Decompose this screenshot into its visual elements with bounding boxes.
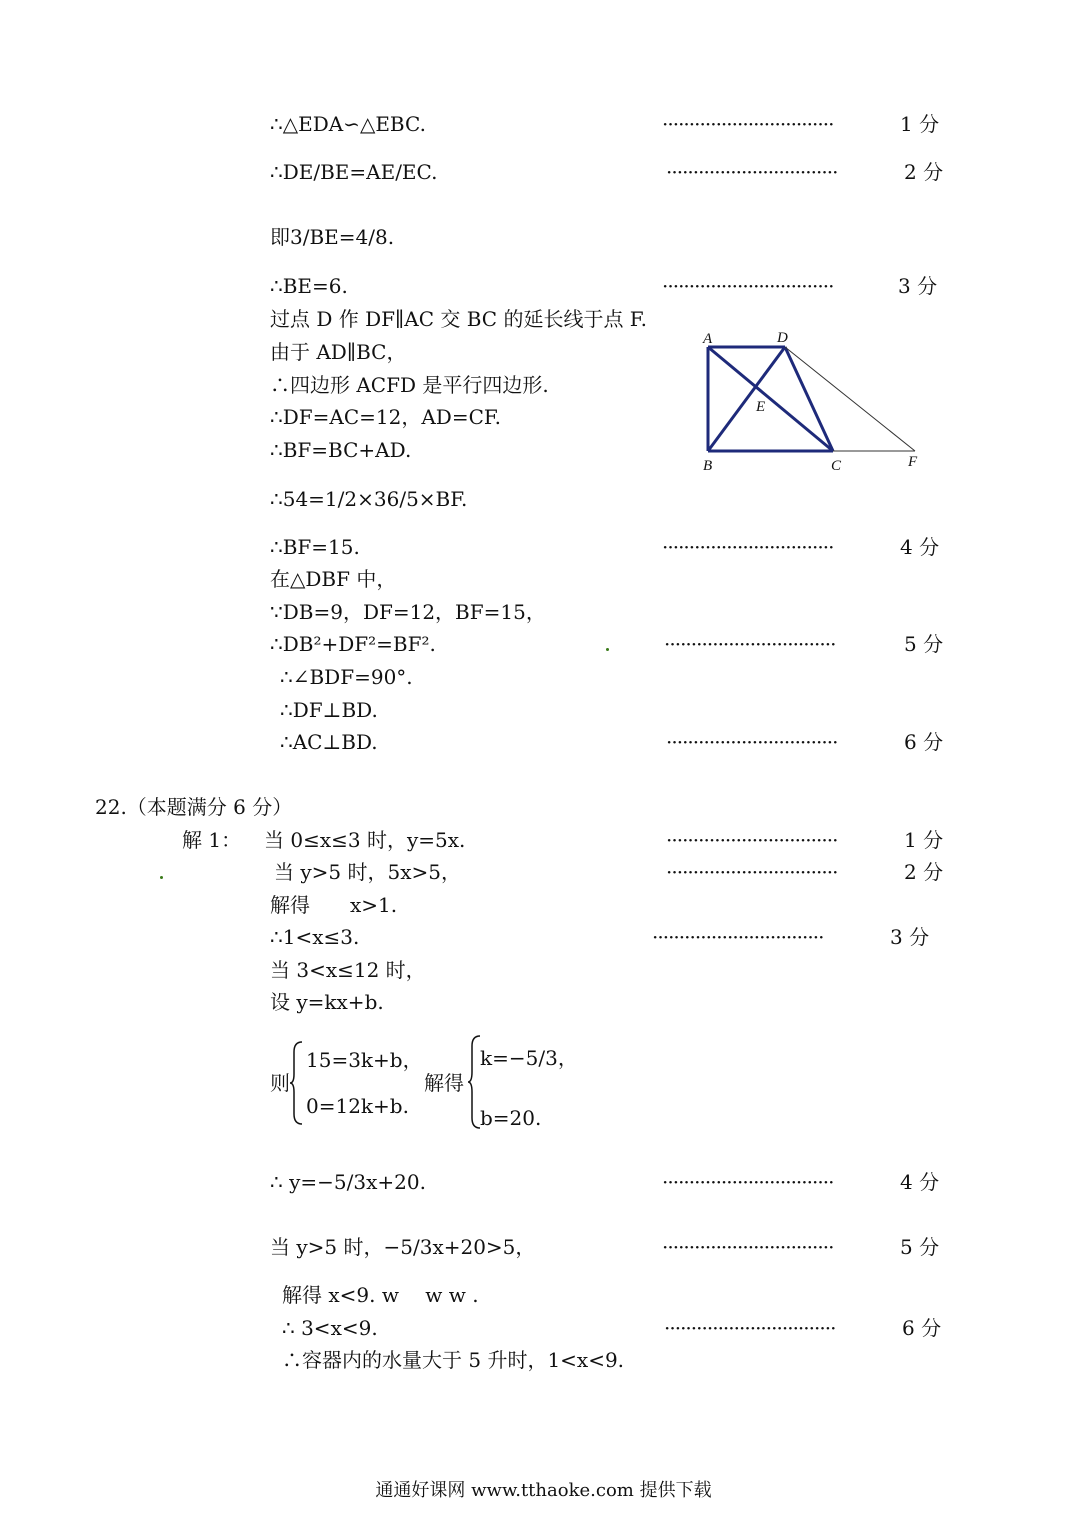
dot-leader: ································ — [664, 632, 836, 656]
dot-leader: ································ — [652, 925, 824, 949]
score-2: 2 分 — [904, 160, 944, 184]
conclusion: ∴容器内的水量大于 5 升时，1<x<9. — [282, 1348, 625, 1372]
case-2-assume: 设 y=kx+b. — [270, 990, 384, 1014]
equation-1: 15=3k+b， — [306, 1048, 423, 1072]
score-2: 2 分 — [904, 860, 944, 884]
score-3: 3 分 — [898, 274, 938, 298]
segment-dc — [785, 347, 833, 451]
score-3: 3 分 — [890, 925, 930, 949]
step-parallelogram: ∴四边形 ACFD 是平行四边形. — [270, 373, 549, 397]
step-area: ∴54=1/2×36/5×BF. — [270, 487, 468, 511]
score-6: 6 分 — [904, 730, 944, 754]
score-5: 5 分 — [900, 1235, 940, 1259]
step-substitute: 即3/BE=4/8. — [270, 225, 395, 249]
stray-dot — [606, 648, 609, 651]
case-1-range: ∴1<x≤3. — [270, 925, 360, 949]
equation-2: 0=12k+b. — [306, 1094, 409, 1118]
case-1-solve: 解得 x>1. — [270, 893, 398, 917]
linear-function: ∴ y=−5/3x+20. — [270, 1170, 426, 1194]
score-4: 4 分 — [900, 535, 940, 559]
dot-leader: ································ — [662, 535, 834, 559]
score-1: 1 分 — [900, 112, 940, 136]
solution-b: b=20. — [480, 1106, 542, 1130]
step-right-angle: ∴∠BDF=90°. — [280, 665, 413, 689]
question-22-heading: 22.（本题满分 6 分） — [95, 795, 293, 819]
score-5: 5 分 — [904, 632, 944, 656]
page-footer: 通通好课网 www.tthaoke.com 提供下载 — [375, 1480, 712, 1501]
score-6: 6 分 — [902, 1316, 942, 1340]
dot-leader: ································ — [662, 1235, 834, 1259]
step-construct: 过点 D 作 DF∥AC 交 BC 的延长线于点 F. — [270, 307, 647, 331]
diagonal-ac — [708, 347, 833, 451]
solution-k: k=−5/3， — [480, 1046, 578, 1070]
diagonal-bd — [708, 347, 785, 451]
dot-leader: ································ — [662, 112, 834, 136]
step-ratio: ∴DE/BE=AE/EC. — [270, 160, 438, 184]
dot-leader: ································ — [664, 1316, 836, 1340]
dot-leader: ································ — [666, 730, 838, 754]
dot-leader: ································ — [666, 160, 838, 184]
label-f: F — [908, 454, 918, 470]
dot-leader: ································ — [662, 1170, 834, 1194]
dot-leader: ································ — [666, 860, 838, 884]
step-lengths: ∵DB=9，DF=12，BF=15， — [270, 600, 546, 624]
step-similar-triangles: ∴△EDA∽△EBC. — [270, 112, 426, 136]
solution-label: 解 1： — [182, 828, 242, 852]
case-2-range: ∴ 3<x<9. — [282, 1316, 378, 1340]
step-bf: ∴BF=15. — [270, 535, 360, 559]
case-2: 当 3<x≤12 时， — [270, 958, 426, 982]
geometry-figure — [695, 325, 930, 475]
step-pythagoras: ∴DB²+DF²=BF². — [270, 632, 436, 656]
score-4: 4 分 — [900, 1170, 940, 1194]
case-1: 当 0≤x≤3 时，y=5x. — [264, 828, 466, 852]
step-perp-2: ∴AC⊥BD. — [280, 730, 378, 754]
step-bf-sum: ∴BF=BC+AD. — [270, 438, 412, 462]
label-c: C — [831, 458, 842, 474]
case-2-solve: 解得 x<9. w w w . — [282, 1283, 479, 1307]
step-df-ac: ∴DF=AC=12，AD=CF. — [270, 405, 502, 429]
stray-dot — [160, 876, 163, 879]
case-2-condition: 当 y>5 时，−5/3x+20>5， — [270, 1235, 536, 1259]
label-d: D — [777, 330, 788, 346]
case-1-condition: 当 y>5 时，5x>5， — [274, 860, 461, 884]
score-1: 1 分 — [904, 828, 944, 852]
then-label: 则 — [270, 1071, 290, 1095]
left-brace — [290, 1040, 304, 1126]
dot-leader: ································ — [662, 274, 834, 298]
step-parallel: 由于 AD∥BC， — [270, 340, 407, 364]
label-e: E — [756, 399, 766, 415]
dot-leader: ································ — [666, 828, 838, 852]
step-be: ∴BE=6. — [270, 274, 348, 298]
label-a: A — [703, 331, 713, 347]
segment-df — [785, 347, 915, 451]
step-in-triangle: 在△DBF 中， — [270, 567, 397, 591]
solve-label: 解得 — [424, 1071, 464, 1095]
label-b: B — [703, 458, 713, 474]
step-perp-1: ∴DF⊥BD. — [280, 698, 378, 722]
